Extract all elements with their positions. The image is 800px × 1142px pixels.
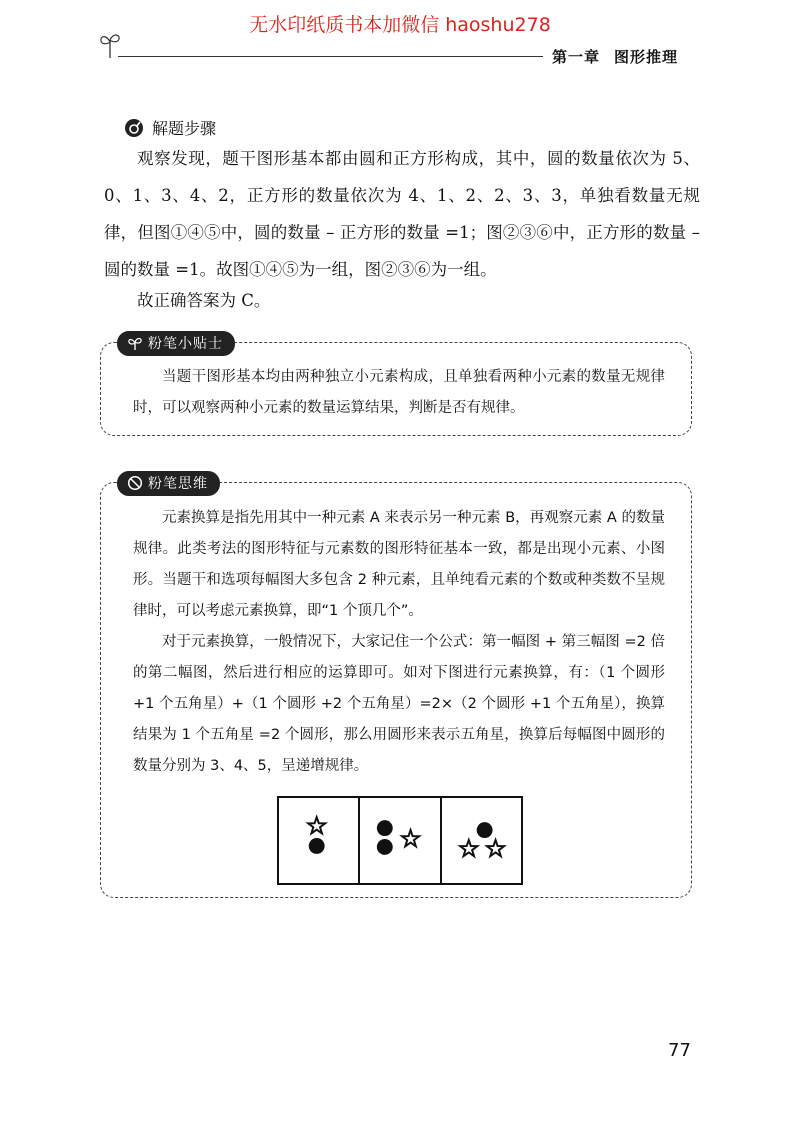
circle-icon bbox=[377, 820, 393, 836]
circle-icon bbox=[309, 838, 325, 854]
header-rule bbox=[118, 56, 543, 57]
solution-heading-label: 解题步骤 bbox=[152, 119, 217, 138]
section-label: 图形推理 bbox=[614, 48, 679, 66]
thinking-box-title: 粉笔思维 bbox=[148, 476, 208, 492]
tip-box-title: 粉笔小贴士 bbox=[148, 336, 223, 352]
watermark-text: 无水印纸质书本加微信 haoshu278 bbox=[249, 14, 551, 36]
page-number: 77 bbox=[668, 1040, 691, 1061]
running-header bbox=[552, 46, 678, 67]
pen-badge-icon bbox=[124, 118, 144, 138]
answer-line: 故正确答案为 C。 bbox=[137, 291, 271, 310]
element-conversion-figure bbox=[277, 796, 523, 885]
figure-panel-2 bbox=[358, 798, 439, 883]
sprout-icon bbox=[127, 335, 143, 351]
star-icon bbox=[487, 840, 504, 856]
tip-box-text: 当题干图形基本均由两种独立小元素构成，且单独看两种小元素的数量无规律时，可以观察两种小元素的数量运算结果，判断是否有规律。 bbox=[133, 369, 665, 416]
solution-paragraph: 观察发现，题干图形基本都由圆和正方形构成，其中，圆的数量依次为 5、0、1、3、4、2，正方形的数量依次为 4、1、2、2、3、3，单独看数量无规律，但图①④⑤中，圆的数量 – 正方形的数量 =1；图②③⑥中，正方形的数量 – 圆的数量 =1。故图①④⑤为一组，图②③⑥为一组。 bbox=[104, 149, 700, 279]
thinking-box-tag bbox=[117, 471, 220, 496]
star-icon bbox=[460, 840, 477, 856]
chapter-label: 第一章 bbox=[552, 48, 601, 66]
thinking-paragraph-1: 元素换算是指先用其中一种元素 A 来表示另一种元素 B，再观察元素 A 的数量规律。此类考法的图形特征与元素数的图形特征基本一致，都是出现小元素、小图形。当题干和选项每幅图大多包含 2 种元素，且单纯看元素的个数或种类数不呈规律时，可以考虑元素换算，即“1 个顶几个”。 bbox=[133, 510, 665, 619]
star-icon bbox=[308, 817, 325, 833]
thinking-paragraph-2: 对于元素换算，一般情况下，大家记住一个公式：第一幅图 + 第三幅图 =2 倍的第二幅图，然后进行相应的运算即可。如对下图进行元素换算，有：（1 个圆形 +1 个五角星）+（1 个圆形 +2 个五角星）=2×（2 个圆形 +1 个五角星），换算结果为 1 个五角星 =2 个圆形，那么用圆形来表示五角星，换算后每幅图中圆形的数量分别为 3、4、5，呈递增规律。 bbox=[133, 634, 665, 774]
tip-box-tag bbox=[117, 331, 235, 356]
no-entry-icon bbox=[127, 475, 143, 491]
solution-heading bbox=[124, 116, 216, 139]
circle-icon bbox=[377, 839, 393, 855]
figure-panel-3 bbox=[440, 798, 521, 883]
star-icon bbox=[402, 830, 419, 846]
circle-icon bbox=[476, 822, 492, 838]
figure-panel-1 bbox=[279, 798, 358, 883]
tip-box bbox=[100, 336, 692, 436]
